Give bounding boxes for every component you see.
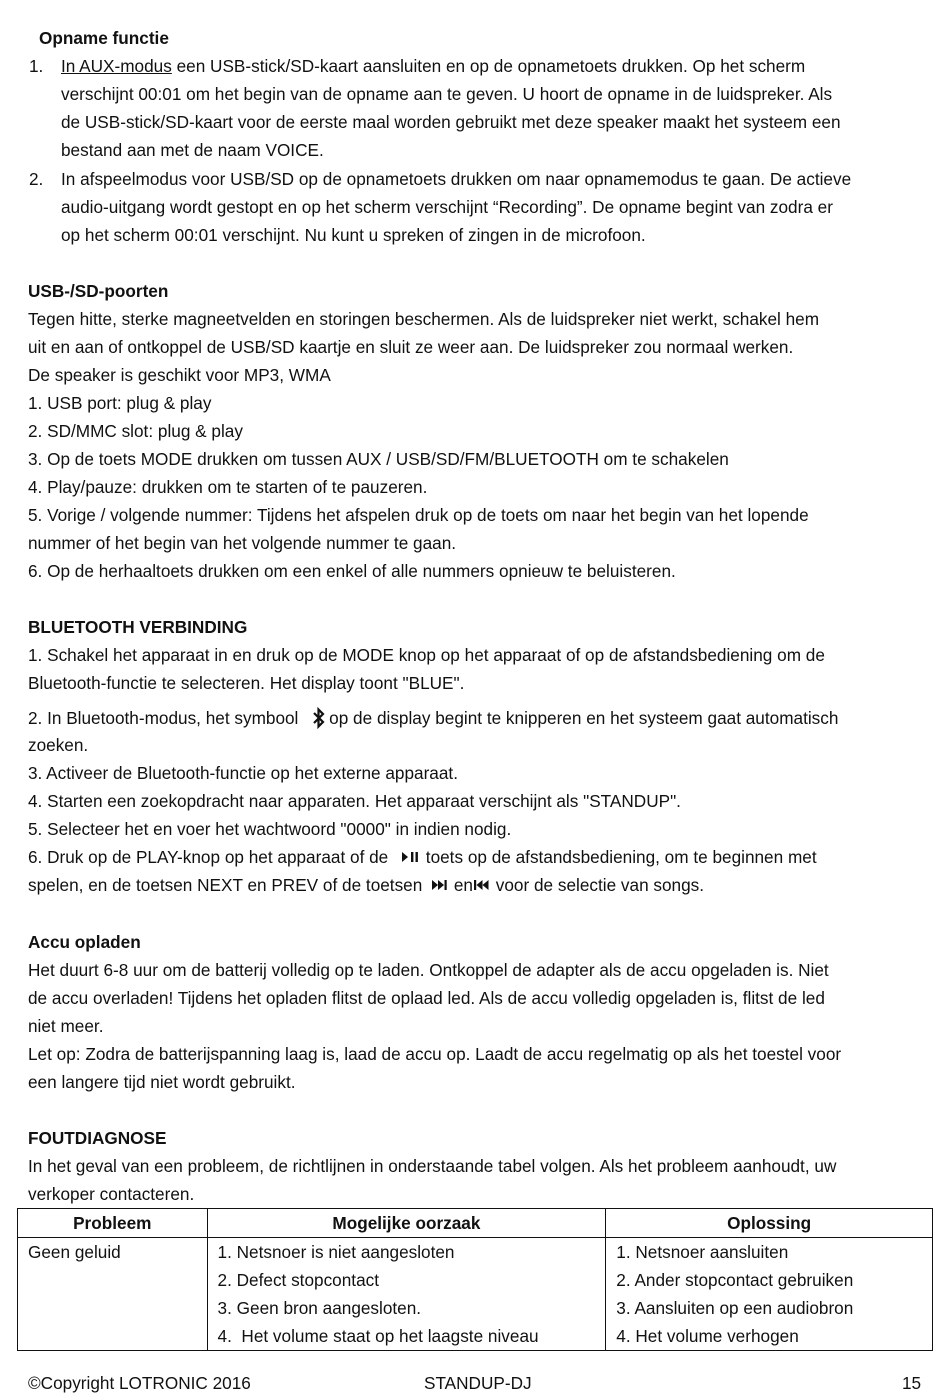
solution-item: 2. Ander stopcontact gebruiken	[616, 1270, 854, 1290]
bluetooth-line8	[28, 846, 817, 868]
recording-item2-number: 2.	[29, 169, 44, 189]
recording-item1-line4: bestand aan met de naam VOICE.	[61, 140, 324, 160]
bluetooth-heading: BLUETOOTH VERBINDING	[28, 617, 248, 637]
bluetooth-line9-end: voor de selectie van songs.	[490, 875, 705, 895]
ports-line9: nummer of het begin van het volgende nummer te gaan.	[28, 533, 457, 553]
battery-line4: Let op: Zodra de batterijspanning laag is, laad de accu op. Laadt de accu regelmatig op als het toestel voor	[28, 1044, 842, 1064]
ports-line6: 3. Op de toets MODE drukken om tussen AUX / USB/SD/FM/BLUETOOTH om te schakelen	[28, 449, 729, 469]
solution-item: 4. Het volume verhogen	[616, 1326, 799, 1346]
bluetooth-line7: 5. Selecteer het en voer het wachtwoord "0000" in indien nodig.	[28, 819, 512, 839]
table-header-row	[18, 1209, 933, 1238]
recording-item1-number: 1.	[29, 56, 44, 76]
bluetooth-line2: Bluetooth-functie te selecteren. Het display toont "BLUE".	[28, 673, 465, 693]
bluetooth-line4: zoeken.	[28, 735, 89, 755]
bluetooth-line9-start: spelen, en de toetsen NEXT en PREV of de toetsen	[28, 875, 428, 895]
footer-page-number: 15	[902, 1373, 922, 1393]
problem-cell: Geen geluid	[18, 1238, 208, 1351]
cause-item: 1. Netsnoer is niet aangesloten	[217, 1242, 455, 1262]
next-track-icon	[431, 875, 449, 889]
bluetooth-line3-end: op de display begint te knipperen en het systeem gaat automatisch	[329, 708, 839, 728]
table-header-solution: Oplossing	[606, 1209, 933, 1238]
bluetooth-icon	[311, 706, 327, 730]
ports-line3: De speaker is geschikt voor MP3, WMA	[28, 365, 331, 385]
recording-item1-line1	[61, 55, 805, 77]
cause-item: 4. Het volume staat op het laagste niveau	[217, 1326, 539, 1346]
footer-copyright: ©Copyright LOTRONIC 2016	[28, 1373, 251, 1393]
recording-item2-line2: audio-uitgang wordt gestopt en op het scherm verschijnt “Recording”. De opname begint van zodra er	[61, 197, 833, 217]
table-row	[18, 1238, 933, 1351]
ports-line5: 2. SD/MMC slot: plug & play	[28, 421, 243, 441]
ports-heading: USB-/SD-poorten	[28, 281, 169, 301]
ports-line4: 1. USB port: plug & play	[28, 393, 212, 413]
solution-cell	[606, 1238, 933, 1351]
battery-line3: niet meer.	[28, 1016, 104, 1036]
ports-line10: 6. Op de herhaaltoets drukken om een enkel of alle nummers opnieuw te beluisteren.	[28, 561, 676, 581]
battery-heading: Accu opladen	[28, 932, 141, 952]
bluetooth-line1: 1. Schakel het apparaat in en druk op de MODE knop op het apparaat of op de afstandsbediening om de	[28, 645, 825, 665]
battery-line1: Het duurt 6-8 uur om de batterij volledig op te laden. Ontkoppel de adapter als de accu opgeladen is. Niet	[28, 960, 829, 980]
ports-line1: Tegen hitte, sterke magneetvelden en storingen beschermen. Als de luidspreker niet werkt, schakel hem	[28, 309, 820, 329]
solution-item: 1. Netsnoer aansluiten	[616, 1242, 789, 1262]
bluetooth-line3	[28, 706, 838, 730]
recording-item2-line1: In afspeelmodus voor USB/SD op de opnametoets drukken om naar opnamemodus te gaan. De actieve	[61, 169, 852, 189]
cause-item: 2. Defect stopcontact	[217, 1270, 379, 1290]
cause-item: 3. Geen bron aangesloten.	[217, 1298, 422, 1318]
recording-item1-line2: verschijnt 00:01 om het begin van de opname aan te geven. U hoort de opname in de luidspreker. Als	[61, 84, 833, 104]
bluetooth-line8-start: 6. Druk op de PLAY-knop op het apparaat of de	[28, 847, 394, 867]
diagnosis-line2: verkoper contacteren.	[28, 1184, 195, 1204]
troubleshooting-table	[17, 1208, 933, 1351]
ports-line7: 4. Play/pauze: drukken om te starten of te pauzeren.	[28, 477, 428, 497]
solution-item: 3. Aansluiten op een audiobron	[616, 1298, 854, 1318]
recording-heading: Opname functie	[39, 28, 169, 48]
bluetooth-line5: 3. Activeer de Bluetooth-functie op het externe apparaat.	[28, 763, 458, 783]
cause-cell	[207, 1238, 606, 1351]
play-pause-icon	[401, 847, 421, 861]
bluetooth-line9	[28, 874, 704, 896]
ports-line8: 5. Vorige / volgende nummer: Tijdens het afspelen druk op de toets om naar het begin van het lopende	[28, 505, 809, 525]
battery-line2: de accu overladen! Tijdens het opladen flitst de oplaad led. Als de accu volledig opgeladen is, flitst de led	[28, 988, 825, 1008]
table-header-cause: Mogelijke oorzaak	[207, 1209, 606, 1238]
diagnosis-line1: In het geval van een probleem, de richtlijnen in onderstaande tabel volgen. Als het probleem aanhoudt, uw	[28, 1156, 837, 1176]
ports-line2: uit en aan of ontkoppel de USB/SD kaartje en sluit ze weer aan. De luidspreker zou normaal werken.	[28, 337, 794, 357]
diagnosis-heading: FOUTDIAGNOSE	[28, 1128, 167, 1148]
footer-model: STANDUP-DJ	[424, 1373, 532, 1393]
recording-item1-line3: de USB-stick/SD-kaart voor de eerste maal worden gebruikt met deze speaker maakt het systeem een	[61, 112, 841, 132]
table-header-problem: Probleem	[18, 1209, 208, 1238]
bluetooth-line9-mid: en	[449, 875, 473, 895]
bluetooth-line8-end: toets op de afstandsbediening, om te beginnen met	[421, 847, 817, 867]
recording-item2-line3: op het scherm 00:01 verschijnt. Nu kunt u spreken of zingen in de microfoon.	[61, 225, 646, 245]
bluetooth-line3-start: 2. In Bluetooth-modus, het symbool	[28, 708, 304, 728]
bluetooth-line6: 4. Starten een zoekopdracht naar apparaten. Het apparaat verschijnt als "STANDUP".	[28, 791, 681, 811]
recording-item1-line1-text: een USB-stick/SD-kaart aansluiten en op de opnametoets drukken. Op het scherm	[171, 56, 806, 76]
aux-mode-underlined: In AUX-modus	[61, 56, 172, 76]
prev-track-icon	[473, 875, 491, 889]
battery-line5: een langere tijd niet wordt gebruikt.	[28, 1072, 296, 1092]
